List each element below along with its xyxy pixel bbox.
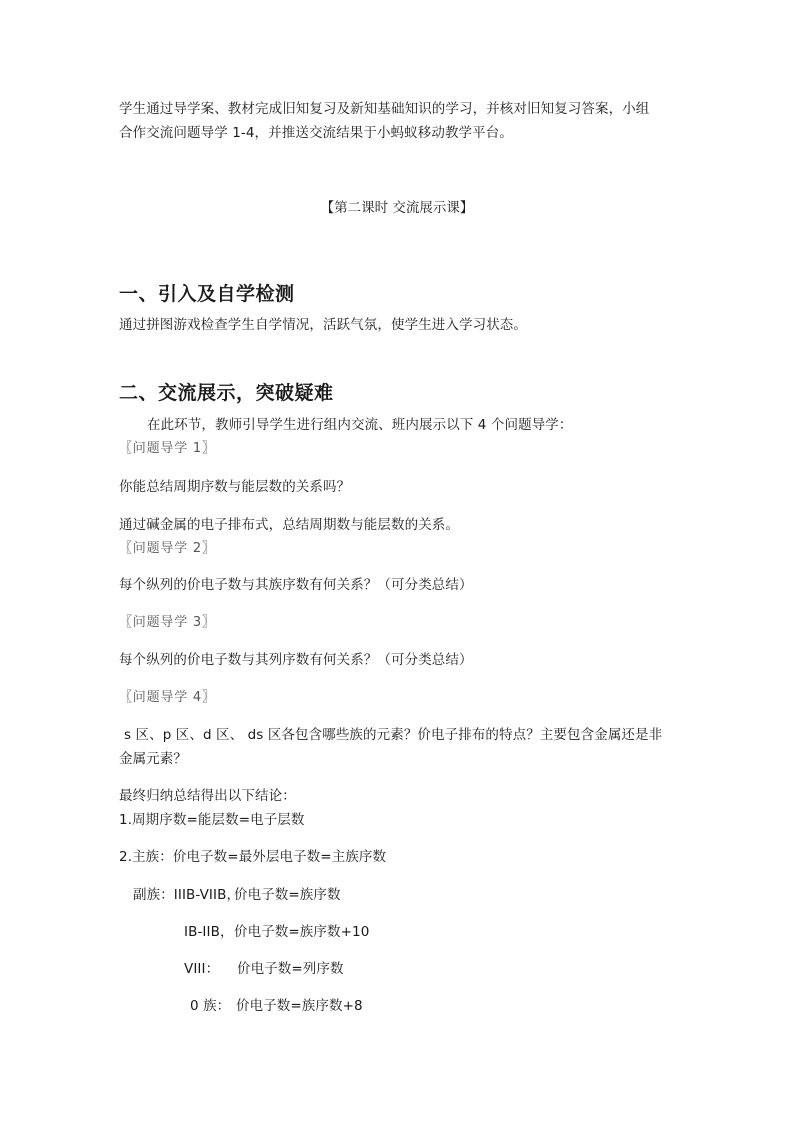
conclusion-5-label: VIII：	[184, 961, 220, 977]
conclusion-2: 2.主族：价电子数=最外层电子数=主族序数	[119, 849, 387, 865]
question-guide-4-text-line-2: 金属元素？	[119, 751, 187, 767]
section2-heading: 二、交流展示，突破疑难	[119, 382, 334, 404]
conclusion-intro: 最终归纳总结得出以下结论：	[119, 788, 296, 804]
question-guide-1-hint: 通过碱金属的电子排布式，总结周期数与能层数的关系。	[119, 517, 459, 533]
question-guide-3-text: 每个纵列的价电子数与其列序数有何关系？（可分类总结）	[119, 652, 473, 668]
conclusion-6-value: 价电子数=族序数+8	[236, 998, 363, 1014]
question-guide-2-text: 每个纵列的价电子数与其族序数有何关系？（可分类总结）	[119, 577, 473, 593]
question-guide-4-label: 〖问题导学 4〗	[119, 690, 216, 705]
question-guide-3-label: 〖问题导学 3〗	[119, 615, 216, 630]
question-guide-1-text: 你能总结周期序数与能层数的关系吗？	[119, 479, 351, 495]
conclusion-3-value: 价电子数=族序数	[234, 887, 341, 903]
conclusion-6-label: 0 族：	[190, 998, 231, 1014]
conclusion-1: 1.周期序数=能层数=电子层数	[119, 812, 305, 828]
section1-heading: 一、引入及自学检测	[119, 283, 295, 305]
conclusion-4-label: IB-IIB，	[184, 924, 234, 940]
intro-line-1: 学生通过导学案、教材完成旧知复习及新知基础知识的学习，并核对旧知复习答案，小组	[119, 101, 650, 117]
conclusion-5-value: 价电子数=列序数	[237, 961, 344, 977]
section1-body: 通过拼图游戏检查学生自学情况，活跃气氛，使学生进入学习状态。	[119, 317, 527, 333]
section2-intro: 在此环节，教师引导学生进行组内交流、班内展示以下 4 个问题导学：	[147, 417, 573, 433]
conclusion-3-label: 副族：IIIB-VIIB，	[133, 887, 241, 903]
question-guide-4-text-line-1: s 区、p 区、d 区、 ds 区各包含哪些族的元素？价电子排布的特点？主要包含金属还是非	[124, 727, 663, 743]
intro-line-2: 合作交流问题导学 1-4，并推送交流结果于小蚂蚁移动教学平台。	[119, 125, 513, 141]
conclusion-4-value: 价电子数=族序数+10	[234, 924, 370, 940]
lesson-title: 【第二课时 交流展示课】	[320, 200, 474, 216]
question-guide-1-label: 〖问题导学 1〗	[119, 441, 216, 456]
question-guide-2-label: 〖问题导学 2〗	[119, 541, 216, 556]
